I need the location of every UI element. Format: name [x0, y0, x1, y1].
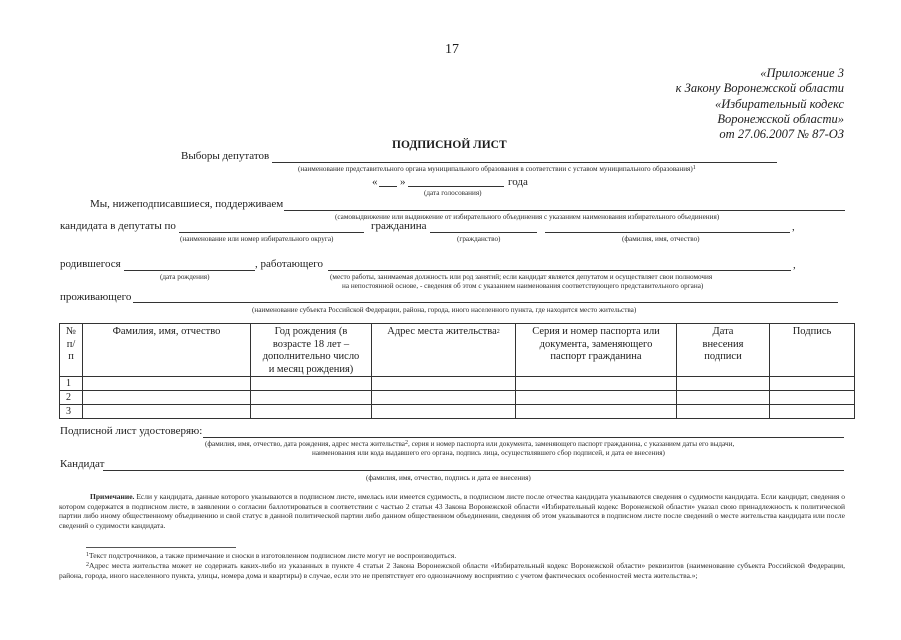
candidate-label: Кандидат: [60, 458, 105, 470]
row-passport-cell[interactable]: [516, 405, 677, 419]
row-address-cell[interactable]: [372, 405, 516, 419]
row-date-cell[interactable]: [677, 377, 770, 391]
appendix-header: [676, 66, 844, 142]
col-name-header: Фамилия, имя, отчество: [83, 324, 251, 377]
comma-1: ,: [792, 221, 795, 233]
row-name-cell[interactable]: [83, 405, 251, 419]
certify-field[interactable]: [203, 437, 844, 438]
col-address-header: Адрес места жительства$^2$: [372, 324, 516, 377]
appendix-line-4: Воронежской области»: [717, 111, 844, 126]
date-day-field[interactable]: [379, 186, 397, 187]
col-birth-year-header: Год рождения (в возрасте 18 лет – дополнительно число и месяц рождения): [251, 324, 372, 377]
date-open-quote: «: [372, 176, 378, 188]
appendix-line-1: «Приложение 3: [760, 66, 844, 80]
table-row: [60, 405, 855, 419]
work-caption-1: (место работы, занимаемая должность или род занятий; если кандидат является депутатом и осуществляет свои полномочия: [330, 273, 713, 281]
row-signature-cell[interactable]: [770, 377, 855, 391]
row-number: 1: [60, 377, 83, 391]
name-caption: (фамилия, имя, отчество): [622, 235, 700, 243]
row-passport-cell[interactable]: [516, 377, 677, 391]
candidate-field[interactable]: [103, 470, 844, 471]
certify-caption-1: (фамилия, имя, отчество, дата рождения, адрес места жительства$^2$, серия и номер паспорта или документа, заменяющего паспорт гражданина, с указанием даты его выдачи,: [205, 440, 735, 448]
row-address-cell[interactable]: [372, 391, 516, 405]
footnote-1: $^1$Текст подстрочников, а также примечание и сноски в изготовленном подписном листе могут не воспроизводиться.: [86, 551, 457, 560]
comma-2: ,: [793, 259, 796, 271]
birthdate-field[interactable]: [124, 270, 255, 271]
row-number: 2: [60, 391, 83, 405]
citizenship-caption: (гражданство): [457, 235, 501, 243]
appendix-line-5: от 27.06.2007 № 87-ОЗ: [719, 127, 844, 142]
support-caption: (самовыдвижение или выдвижение от избирательного объединения с указанием наименования избирательного объединения): [335, 213, 720, 221]
row-date-cell[interactable]: [677, 391, 770, 405]
row-passport-cell[interactable]: [516, 391, 677, 405]
signatures-table: [59, 323, 855, 419]
support-field[interactable]: [284, 210, 845, 211]
footnote-2: $^2$Адрес места жительства может не содержать каких-либо из указанных в пункте 4 статьи 2 Закона Воронежской области «Избирательный кодекс Воронежской области» реквизитов (наименование субъекта Российской Федерации, района, города, иного населенного пункта, улицы, номера дома и квартиры) в случае, если это не препятствует его однозначному восприятию с учетом фактических особенностей места жительства.»;: [59, 561, 845, 580]
page-number: 17: [445, 42, 459, 57]
certify-label: Подписной лист удостоверяю:: [60, 425, 203, 437]
row-birth-year-cell[interactable]: [251, 377, 372, 391]
work-field[interactable]: [328, 270, 791, 271]
row-signature-cell[interactable]: [770, 405, 855, 419]
note-label: Примечание.: [90, 492, 135, 501]
living-label: проживающего: [60, 291, 132, 303]
col-signature-header: Подпись: [770, 324, 855, 377]
living-caption: (наименование субъекта Российской Федерации, района, города, иного населенного пункта, где находится место жительства): [252, 306, 637, 314]
appendix-line-3: «Избирательный кодекс: [714, 96, 844, 111]
elections-caption: (наименование представительного органа муниципального образования в соответствии с уставом муниципального образования)$^1$: [298, 165, 696, 173]
work-caption-2: на непостоянной основе, - сведения об этом с указанием наименования соответствующего представительного органа): [342, 282, 704, 290]
table-header-row: [60, 324, 855, 377]
living-field[interactable]: [133, 302, 838, 303]
date-close-quote: »: [400, 176, 406, 188]
note-paragraph: [59, 492, 845, 530]
district-caption: (наименование или номер избирательного округа): [180, 235, 334, 243]
elections-label: Выборы депутатов: [181, 150, 270, 162]
born-label: родившегося: [60, 258, 121, 270]
date-year-label: года: [508, 176, 528, 188]
candidate-name-field[interactable]: [545, 232, 790, 233]
col-date-header: Дата внесения подписи: [677, 324, 770, 377]
document-title: ПОДПИСНОЙ ЛИСТ: [392, 139, 507, 151]
birthdate-caption: (дата рождения): [160, 273, 210, 281]
col-number-header: № п/п: [60, 324, 83, 377]
district-field[interactable]: [179, 232, 364, 233]
citizen-label: гражданина: [371, 220, 427, 232]
row-birth-year-cell[interactable]: [251, 391, 372, 405]
row-address-cell[interactable]: [372, 377, 516, 391]
table-row: [60, 391, 855, 405]
elections-field[interactable]: [272, 162, 777, 163]
support-label: Мы, нижеподписавшиеся, поддерживаем: [90, 198, 284, 210]
certify-caption-2: наименования или кода выдавшего его органа, подпись лица, осуществлявшего сбор подписей, и дата ее внесения): [312, 449, 665, 457]
note-text: Если у кандидата, данные которого указываются в подписном листе, имелась или имеется судимость, в подписном листе после отчества кандидата указываются сведения о судимости кандидата. Если кандидат, сведения о котором содержатся в подписном листе, в заявлении о согласии баллотироваться в соответствии с частью 2 статьи 43 Закона Воронежской области «Избирательный кодекс Воронежской области» указал свою принадлежность к политической партии либо иному общественному объединению и свой статус в данной политической партии либо данном общественном объединении, сведения об этом указываются в подписном листе после сведений о месте жительства кандидата или после сведений о судимости кандидата.: [59, 492, 845, 530]
table-row: [60, 377, 855, 391]
row-number: 3: [60, 405, 83, 419]
row-name-cell[interactable]: [83, 391, 251, 405]
date-caption: (дата голосования): [424, 189, 482, 197]
date-month-field[interactable]: [408, 186, 504, 187]
row-name-cell[interactable]: [83, 377, 251, 391]
candidate-for-label: кандидата в депутаты по: [60, 220, 176, 232]
row-signature-cell[interactable]: [770, 391, 855, 405]
citizenship-field[interactable]: [430, 232, 537, 233]
candidate-caption: (фамилия, имя, отчество, подпись и дата ее внесения): [366, 474, 531, 482]
row-birth-year-cell[interactable]: [251, 405, 372, 419]
footnote-separator: [86, 547, 236, 548]
working-label: , работающего: [255, 258, 323, 270]
appendix-line-2: к Закону Воронежской области: [675, 81, 844, 96]
col-passport-header: Серия и номер паспорта или документа, заменяющего паспорт гражданина: [516, 324, 677, 377]
row-date-cell[interactable]: [677, 405, 770, 419]
